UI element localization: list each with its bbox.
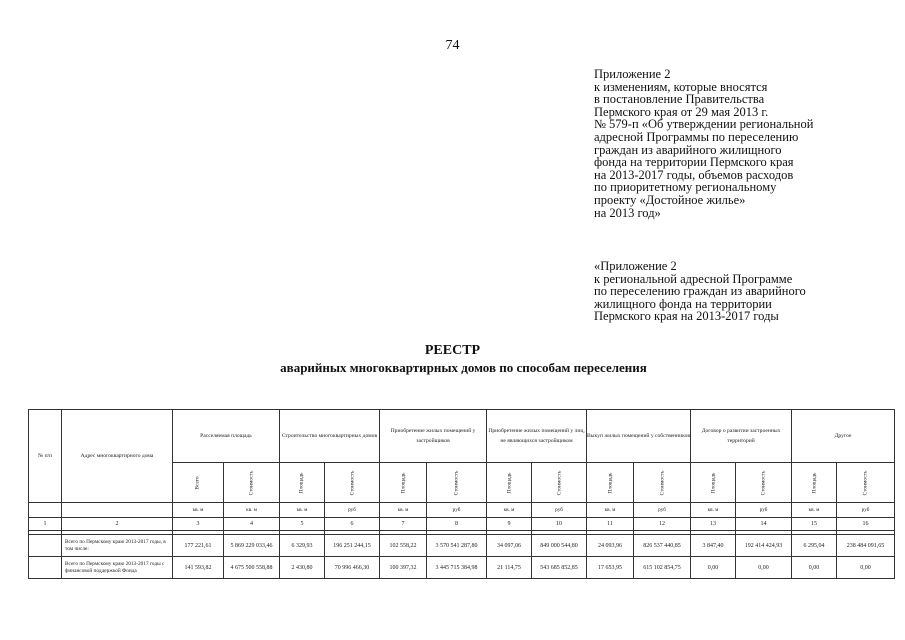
column-number: 8 [427, 518, 487, 531]
value-cell: 141 593,82 [173, 557, 224, 579]
subheader-label: Стоимость [862, 470, 869, 495]
subheader-label: Площадь [299, 471, 305, 494]
subheader-cell [173, 463, 224, 503]
appendix-line: адресной Программы по переселению [594, 129, 799, 144]
unit-cell: кв. м [792, 503, 837, 518]
header-group: Договор о развитии застроенных территорий [691, 410, 792, 463]
appendix-line: фонда на территории Пермского края [594, 155, 794, 170]
value-cell: 102 558,22 [380, 535, 427, 557]
column-number: 6 [325, 518, 380, 531]
units-row [29, 503, 895, 518]
value-cell: 543 685 852,85 [532, 557, 587, 579]
column-number: 7 [380, 518, 427, 531]
column-number: 4 [224, 518, 280, 531]
appendix-line: к изменениям, которые вносятся [594, 79, 768, 94]
subheader-label: Всего [195, 475, 201, 490]
row-number-cell [29, 557, 62, 579]
header-group: Строительство многоквартирных домов [280, 410, 380, 463]
column-numbers-row [29, 518, 895, 531]
subheader-label: Стоимость [349, 470, 355, 495]
value-cell: 3 570 541 287,80 [427, 535, 487, 557]
column-number: 15 [792, 518, 837, 531]
row-label: Всего по Пермскому краю 2013-2017 годы с финансовой поддержкой Фонда [62, 557, 173, 579]
value-cell: 0,00 [691, 557, 736, 579]
subheader-cell [380, 463, 427, 503]
value-cell: 3 847,40 [691, 535, 736, 557]
appendix-line: № 579-п «Об утверждении региональной [594, 117, 814, 132]
header-group: Приобретение жилых помещений у застройщиков [380, 410, 487, 463]
column-number: 13 [691, 518, 736, 531]
unit-cell: кв. м [380, 503, 427, 518]
value-cell: 70 996 466,30 [325, 557, 380, 579]
subheader-cell [691, 463, 736, 503]
column-number: 5 [280, 518, 325, 531]
subheader-label: Площадь [710, 471, 717, 494]
subheader-cell [427, 463, 487, 503]
unit-cell: кв. м [691, 503, 736, 518]
unit-cell: кв. м [280, 503, 325, 518]
appendix-line: на 2013 год» [594, 205, 661, 220]
subheader-label: Площадь [400, 471, 407, 494]
unit-cell: кв. м [587, 503, 634, 518]
registry-title [0, 342, 905, 376]
column-number: 3 [173, 518, 224, 531]
value-cell: 5 869 229 033,46 [224, 535, 280, 557]
title-subtitle: аварийных многоквартирных домов по способам переселения [280, 360, 647, 375]
column-number: 10 [532, 518, 587, 531]
value-cell: 0,00 [792, 557, 837, 579]
header-group: Другое [792, 410, 895, 463]
value-cell: 196 251 244,15 [325, 535, 380, 557]
appendix-amendment-note [594, 68, 813, 219]
table-row [29, 535, 895, 557]
appendix-line: Пермского края от 29 мая 2013 г. [594, 104, 769, 119]
column-number: 14 [736, 518, 792, 531]
subheader-label: Стоимость [760, 470, 767, 495]
value-cell: 192 414 424,93 [736, 535, 792, 557]
table-row [29, 557, 895, 579]
value-cell: 24 093,96 [587, 535, 634, 557]
unit-cell: руб [427, 503, 487, 518]
appendix-line: проекту «Достойное жилье» [594, 192, 746, 207]
title-main: РЕЕСТР [424, 343, 481, 358]
value-cell: 6 329,93 [280, 535, 325, 557]
unit-cell: кв. м [487, 503, 532, 518]
value-cell: 177 221,61 [173, 535, 224, 557]
subheader-cell [224, 463, 280, 503]
appendix-line: на 2013-2017 годы, объемов расходов [594, 167, 794, 182]
value-cell: 2 430,80 [280, 557, 325, 579]
appendix-line: Приложение 2 [594, 67, 671, 81]
appendix-line: по переселению граждан из аварийного [594, 284, 806, 299]
appendix-line: жилищного фонда на территории [594, 296, 772, 311]
value-cell: 826 537 440,85 [634, 535, 691, 557]
column-number: 11 [587, 518, 634, 531]
subheader-cell [792, 463, 837, 503]
appendix-line: в постановление Правительства [594, 92, 765, 107]
subheader-label: Стоимость [556, 470, 563, 495]
appendix-line: по приоритетному региональному [594, 180, 777, 195]
header-no: № п/п [29, 410, 62, 503]
registry-table [28, 409, 895, 579]
column-number: 9 [487, 518, 532, 531]
header-row-groups [29, 410, 895, 463]
subheader-label: Стоимость [248, 470, 255, 495]
value-cell: 238 484 091,65 [837, 535, 895, 557]
unit-cell: руб [837, 503, 895, 518]
value-cell: 6 295,04 [792, 535, 837, 557]
subheader-label: Стоимость [659, 470, 666, 495]
appendix-line: Пермского края на 2013-2017 годы [594, 309, 779, 324]
subheader-cell [736, 463, 792, 503]
value-cell: 100 397,32 [380, 557, 427, 579]
header-group: Приобретение жилых помещений у лиц, не являющихся застройщиком [487, 410, 587, 463]
appendix-line: «Приложение 2 [594, 259, 677, 273]
value-cell: 3 445 715 384,98 [427, 557, 487, 579]
appendix-line: к региональной адресной Программе [594, 271, 793, 286]
column-number: 16 [837, 518, 895, 531]
unit-cell: кв. м [224, 503, 280, 518]
unit-cell: руб [532, 503, 587, 518]
header-group: Расселяемая площадь [173, 410, 280, 463]
unit-cell: кв. м [173, 503, 224, 518]
value-cell: 615 102 854,75 [634, 557, 691, 579]
column-number: 2 [62, 518, 173, 531]
subheader-cell [532, 463, 587, 503]
appendix-line: граждан из аварийного жилищного [594, 142, 782, 157]
value-cell: 0,00 [736, 557, 792, 579]
subheader-label: Площадь [811, 471, 818, 494]
unit-cell: руб [736, 503, 792, 518]
subheader-cell [587, 463, 634, 503]
subheader-cell [325, 463, 380, 503]
value-cell: 4 675 500 558,88 [224, 557, 280, 579]
subheader-cell [487, 463, 532, 503]
value-cell: 0,00 [837, 557, 895, 579]
page-number: 74 [445, 38, 460, 53]
value-cell: 34 097,06 [487, 535, 532, 557]
value-cell: 849 000 544,80 [532, 535, 587, 557]
subheader-label: Площадь [506, 471, 513, 494]
subheader-cell [837, 463, 895, 503]
unit-cell: руб [634, 503, 691, 518]
value-cell: 21 114,75 [487, 557, 532, 579]
subheader-cell [280, 463, 325, 503]
value-cell: 17 653,95 [587, 557, 634, 579]
row-number-cell [29, 535, 62, 557]
column-number: 12 [634, 518, 691, 531]
row-label: Всего по Пермскому краю 2013-2017 годы, в том числе: [62, 535, 173, 557]
column-number: 1 [29, 518, 62, 531]
header-group: Выкуп жилых помещений у собственников [587, 410, 691, 463]
appendix-program-note [594, 260, 806, 323]
header-address: Адрес многоквартирного дома [62, 410, 173, 503]
subheader-label: Площадь [607, 471, 614, 494]
subheader-label: Стоимость [453, 470, 460, 495]
unit-cell: руб [325, 503, 380, 518]
subheader-cell [634, 463, 691, 503]
